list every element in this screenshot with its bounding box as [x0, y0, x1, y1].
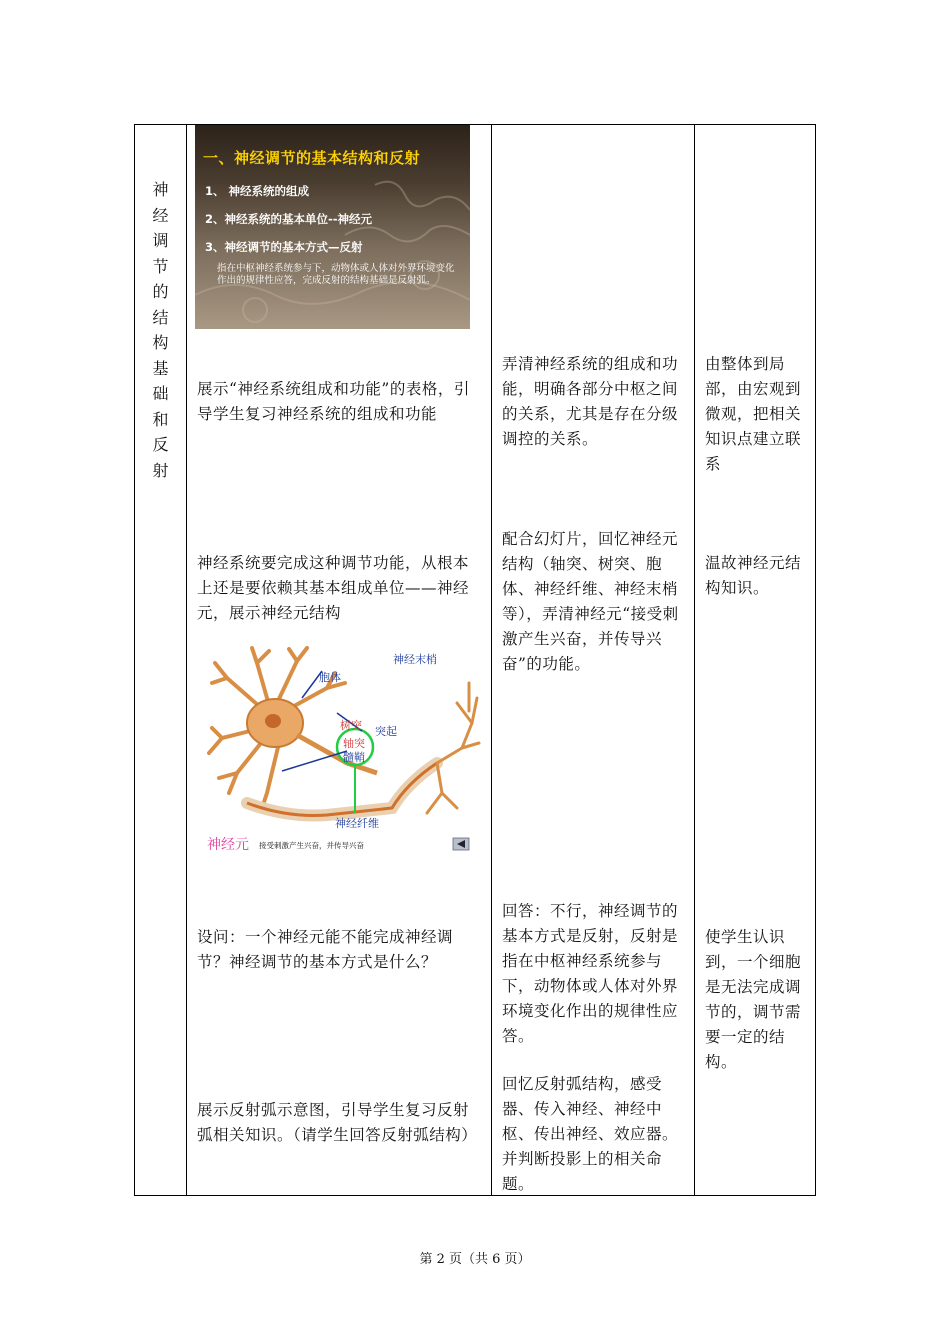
- slide-item: 2、神经系统的基本单位--神经元: [205, 212, 373, 226]
- slide-screenshot: [195, 125, 470, 329]
- slide-note: 指在中枢神经系统参与下，动物体或人体对外界环境变化作出的规律性应答，完成反射的结构基础是反射弧。: [217, 263, 455, 286]
- label-fiber: 神经纤维: [335, 817, 379, 830]
- design-intent: 使学生认识到，一个细胞是无法完成调节的，调节需要一定的结构。: [705, 928, 802, 1071]
- slide-heading: 一、神经调节的基本结构和反射: [203, 149, 421, 167]
- teacher-activity: 展示反射弧示意图，引导学生复习反射弧相关知识。（请学生回答反射弧结构）: [197, 1101, 478, 1144]
- teacher-activity: 设问：一个神经元能不能完成神经调节？神经调节的基本方式是什么？: [197, 928, 454, 971]
- label-soma: 胞体: [319, 671, 341, 684]
- student-activity: 配合幻灯片，回忆神经元结构（轴突、树突、胞体、神经纤维、神经末梢等），弄清神经元“接受刺激产生兴奋，并传导兴奋”的功能。: [502, 530, 679, 673]
- pointer-line: [282, 751, 347, 771]
- design-intent: 温故神经元结构知识。: [705, 554, 802, 597]
- teacher-activity: 展示“神经系统组成和功能”的表格，引导学生复习神经系统的组成和功能: [197, 380, 470, 423]
- column-divider: [186, 125, 187, 1195]
- lesson-table: [134, 124, 816, 1196]
- design-intent: 由整体到局部，由宏观到微观，把相关知识点建立联系: [705, 355, 802, 473]
- label-dendrite: 树突: [340, 719, 362, 732]
- column-divider: [694, 125, 695, 1195]
- axon-terminals: [427, 683, 479, 813]
- nucleus: [265, 714, 281, 728]
- section-title: 神 经 调 节 的 结 构 基 础 和 反 射: [152, 180, 169, 480]
- slide-item: 3、神经调节的基本方式—反射: [205, 240, 363, 254]
- label-process: 突起: [375, 725, 397, 738]
- teacher-activity: 神经系统要完成这种调节功能，从根本上还是要依赖其基本组成单位——神经元，展示神经元结构: [197, 554, 470, 622]
- slide-item: 1、 神经系统的组成: [205, 184, 310, 198]
- label-myelin: 髓鞘: [343, 751, 365, 764]
- student-activity: 回答：不行，神经调节的基本方式是反射，反射是指在中枢神经系统参与下，动物体或人体对外界环境变化作出的规律性应答。: [502, 902, 679, 1045]
- neuron-title: 神经元: [207, 837, 249, 853]
- neuron-caption: 接受刺激产生兴奋，并传导兴奋: [259, 841, 364, 850]
- label-axon: 轴突: [343, 737, 365, 750]
- label-terminal: 神经末梢: [393, 653, 437, 666]
- page-number: 第 2 页（共 6 页）: [419, 1252, 531, 1267]
- myelin-sheath: [247, 763, 437, 816]
- student-activity: 回忆反射弧结构，感受器、传入神经、神经中枢、传出神经、效应器。并判断投影上的相关命题。: [502, 1075, 679, 1193]
- neuron-diagram: [207, 643, 482, 858]
- student-activity: 弄清神经系统的组成和功能，明确各部分中枢之间的关系，尤其是存在分级调控的关系。: [502, 355, 679, 448]
- column-divider: [491, 125, 492, 1195]
